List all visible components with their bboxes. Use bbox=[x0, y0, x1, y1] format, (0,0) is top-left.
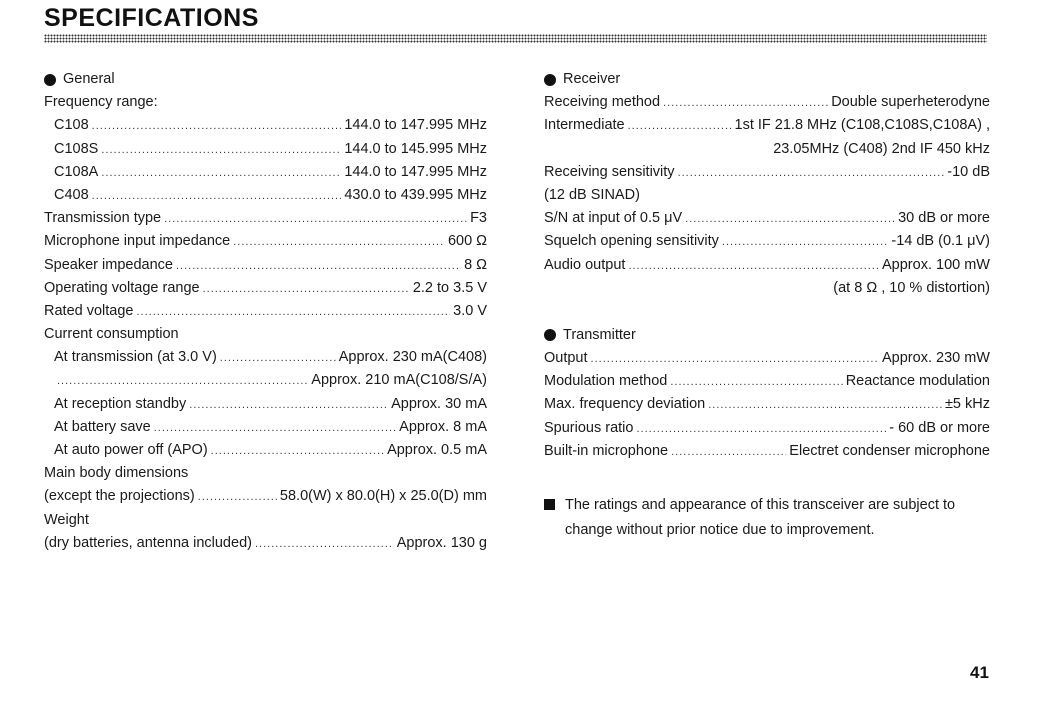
spec-value: 1st IF 21.8 MHz (C108,C108S,C108A) , bbox=[734, 117, 990, 134]
dot-leader bbox=[678, 161, 945, 185]
dot-leader bbox=[255, 532, 394, 556]
spec-label: Transmission type bbox=[44, 210, 162, 227]
speaker-impedance-row bbox=[44, 254, 487, 277]
microphone-row bbox=[544, 440, 990, 463]
notice bbox=[544, 493, 990, 543]
spec-label: S/N at input of 0.5 μV bbox=[544, 210, 683, 227]
receiver-heading-text: Receiver bbox=[563, 71, 621, 87]
spec-value: Approx. 8 mA bbox=[399, 418, 487, 435]
spec-value: - 60 dB or more bbox=[889, 419, 990, 436]
dot-leader bbox=[628, 114, 732, 138]
spec-value: Double superheterodyne bbox=[831, 94, 990, 111]
dot-leader bbox=[198, 485, 277, 509]
spec-label: Max. frequency deviation bbox=[544, 396, 706, 413]
general-heading-text: General bbox=[63, 71, 115, 87]
dot-leader bbox=[591, 347, 879, 371]
dot-leader bbox=[101, 161, 341, 185]
output-row bbox=[544, 347, 990, 370]
modulation-row bbox=[544, 370, 990, 393]
square-bullet-icon bbox=[544, 499, 555, 510]
spec-label: Speaker impedance bbox=[44, 256, 173, 273]
dotted-divider bbox=[44, 34, 987, 43]
spec-value: -14 dB (0.1 μV) bbox=[891, 233, 990, 250]
notice-text: The ratings and appearance of this transceiver are subject to change without prior notice due to improvement. bbox=[565, 497, 956, 538]
dot-leader bbox=[203, 277, 410, 301]
spec-value: Approx. 100 mW bbox=[882, 256, 990, 273]
dot-leader bbox=[211, 439, 384, 463]
dot-leader bbox=[92, 114, 342, 138]
intermediate-continued bbox=[544, 138, 990, 161]
freq-row bbox=[44, 184, 487, 207]
spec-label: Modulation method bbox=[544, 373, 668, 390]
audio-output-note bbox=[544, 277, 990, 300]
spec-label: At reception standby bbox=[54, 395, 187, 412]
freq-row bbox=[44, 114, 487, 137]
spec-label: At battery save bbox=[54, 418, 151, 435]
bullet-icon bbox=[44, 74, 56, 86]
squelch-row bbox=[544, 230, 990, 253]
dot-leader bbox=[670, 370, 842, 394]
spec-label: Receiving sensitivity bbox=[544, 163, 675, 180]
page-number: 41 bbox=[970, 663, 989, 682]
spec-label: C108 bbox=[54, 117, 89, 134]
spec-label: Receiving method bbox=[544, 94, 661, 111]
spec-label: Built-in microphone bbox=[544, 442, 669, 459]
dot-leader bbox=[154, 416, 396, 440]
sinad-note: (12 dB SINAD) bbox=[544, 186, 640, 203]
spec-value: 600 Ω bbox=[447, 233, 487, 250]
weight-row bbox=[44, 532, 487, 555]
spec-label: Microphone input impedance bbox=[44, 233, 231, 250]
current-standby-row bbox=[44, 393, 487, 416]
spec-label: Output bbox=[544, 350, 588, 367]
current-battery-save-row bbox=[44, 416, 487, 439]
spec-value: Reactance modulation bbox=[845, 373, 990, 390]
bullet-icon bbox=[544, 329, 556, 341]
spec-label: Audio output bbox=[544, 256, 626, 273]
spec-value: 3.0 V bbox=[453, 302, 487, 319]
bullet-icon bbox=[544, 74, 556, 86]
sn-row bbox=[544, 207, 990, 230]
dot-leader bbox=[164, 207, 467, 231]
spec-value: F3 bbox=[470, 210, 487, 227]
section-gap bbox=[544, 463, 990, 487]
spec-value: Approx. 30 mA bbox=[391, 395, 487, 412]
current-apo-row bbox=[44, 439, 487, 462]
spec-label: At auto power off (APO) bbox=[54, 442, 208, 458]
spec-value: Approx. 210 mA(C108/S/A) bbox=[311, 372, 487, 389]
dot-leader bbox=[233, 230, 445, 254]
spec-value: Electret condenser microphone bbox=[789, 442, 990, 459]
spec-label: (dry batteries, antenna included) bbox=[44, 534, 252, 551]
dot-leader bbox=[220, 346, 336, 370]
spec-value: 23.05MHz (C408) 2nd IF 450 kHz bbox=[773, 140, 990, 157]
dot-leader bbox=[92, 184, 342, 208]
dot-leader bbox=[57, 369, 308, 393]
general-column bbox=[44, 68, 487, 555]
spec-value: 30 dB or more bbox=[898, 210, 990, 227]
spec-value: 144.0 to 145.995 MHz bbox=[344, 140, 487, 157]
spec-value: (at 8 Ω , 10 % distortion) bbox=[833, 279, 990, 296]
sensitivity-row bbox=[544, 161, 990, 184]
spec-value: 58.0(W) x 80.0(H) x 25.0(D) mm bbox=[279, 488, 487, 505]
spec-label: Intermediate bbox=[544, 117, 625, 134]
page-title: SPECIFICATIONS bbox=[44, 4, 259, 32]
dot-leader bbox=[101, 138, 341, 162]
dot-leader bbox=[722, 230, 888, 254]
dimensions-row bbox=[44, 485, 487, 508]
audio-output-row bbox=[544, 254, 990, 277]
spec-value: ±5 kHz bbox=[944, 396, 990, 413]
dot-leader bbox=[671, 440, 786, 464]
frequency-range-label: Frequency range: bbox=[44, 94, 158, 111]
receiver-transmitter-column bbox=[544, 68, 990, 543]
weight-label: Weight bbox=[44, 511, 89, 528]
section-gap bbox=[544, 300, 990, 324]
dimensions-label: Main body dimensions bbox=[44, 465, 189, 482]
receiver-heading bbox=[544, 68, 990, 91]
spec-label: Operating voltage range bbox=[44, 279, 200, 296]
spec-value: Approx. 130 g bbox=[396, 534, 487, 551]
dot-leader bbox=[685, 207, 895, 231]
spec-label: Spurious ratio bbox=[544, 419, 634, 436]
current-consumption-label: Current consumption bbox=[44, 326, 179, 343]
spec-label: At transmission (at 3.0 V) bbox=[54, 349, 217, 366]
spurious-row bbox=[544, 417, 990, 440]
spec-value: 144.0 to 147.995 MHz bbox=[344, 117, 487, 134]
dot-leader bbox=[663, 91, 828, 115]
spec-value: 430.0 to 439.995 MHz bbox=[344, 186, 487, 203]
mic-impedance-row bbox=[44, 230, 487, 253]
spec-label: Squelch opening sensitivity bbox=[544, 233, 719, 250]
spec-label: Rated voltage bbox=[44, 302, 134, 319]
dot-leader bbox=[189, 393, 388, 417]
spec-value: 2.2 to 3.5 V bbox=[412, 279, 487, 296]
spec-label: C408 bbox=[54, 186, 89, 203]
deviation-row bbox=[544, 393, 990, 416]
spec-value: Approx. 0.5 mA bbox=[387, 442, 487, 458]
transmission-type-row bbox=[44, 207, 487, 230]
dot-leader bbox=[136, 300, 450, 324]
dot-leader bbox=[636, 417, 886, 441]
receiving-method-row bbox=[544, 91, 990, 114]
current-tx2-row bbox=[44, 369, 487, 392]
spec-value: Approx. 230 mA(C408) bbox=[338, 349, 487, 366]
dot-leader bbox=[708, 393, 942, 417]
freq-row bbox=[44, 138, 487, 161]
general-heading bbox=[44, 68, 487, 91]
operating-voltage-row bbox=[44, 277, 487, 300]
spec-value: 8 Ω bbox=[464, 256, 487, 273]
spec-label: (except the projections) bbox=[44, 488, 195, 505]
dot-leader bbox=[628, 254, 879, 278]
intermediate-row bbox=[544, 114, 990, 137]
freq-row bbox=[44, 161, 487, 184]
spec-value: -10 dB bbox=[947, 163, 990, 180]
spec-value: Approx. 230 mW bbox=[882, 350, 990, 367]
spec-value: 144.0 to 147.995 MHz bbox=[344, 163, 487, 180]
transmitter-heading-text: Transmitter bbox=[563, 326, 636, 343]
rated-voltage-row bbox=[44, 300, 487, 323]
transmitter-heading bbox=[544, 324, 990, 347]
spec-label: C108S bbox=[54, 140, 99, 157]
current-tx-row bbox=[44, 346, 487, 369]
spec-label: C108A bbox=[54, 163, 99, 180]
dot-leader bbox=[176, 254, 461, 278]
